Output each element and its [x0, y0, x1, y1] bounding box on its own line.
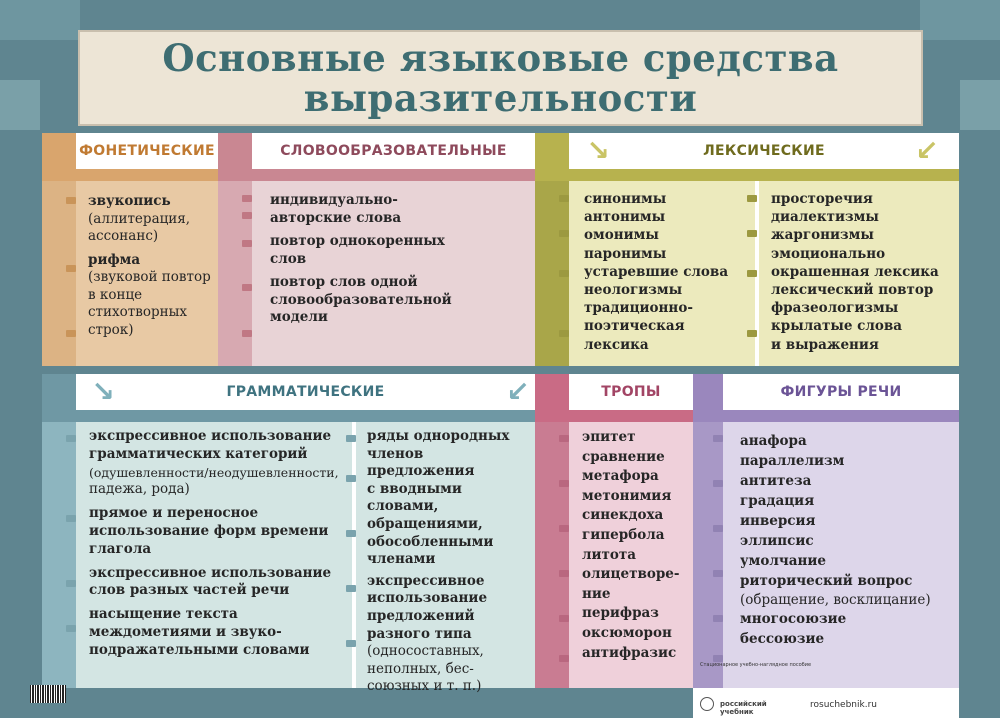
word-formation-line: слов	[270, 250, 307, 267]
publisher-logo-icon	[700, 697, 714, 711]
dash-marker	[559, 330, 569, 337]
grammatical-line: насыщение текста	[89, 606, 238, 623]
grammatical-line: ряды однородных	[367, 428, 510, 444]
dash-marker	[66, 435, 76, 442]
figure-term: эллипсис	[740, 533, 814, 549]
arrow-down-left-icon: ↙	[506, 375, 530, 408]
figure-term: многосоюзие	[740, 611, 847, 627]
lexical-bar	[535, 169, 959, 181]
dash-marker	[559, 435, 569, 442]
lexical-term: устаревшие слова	[584, 263, 729, 280]
phonetic-header: ФОНЕТИЧЕСКИЕ	[76, 133, 218, 169]
phonetic-panel-left-strip	[42, 181, 76, 366]
bg-band-right-top	[920, 0, 1000, 40]
tropes-header-strip	[535, 374, 569, 410]
dash-marker	[559, 570, 569, 577]
lexical-col2	[771, 190, 957, 354]
word-formation-line: повтор однокоренных	[270, 233, 445, 249]
word-formation-line: словообразовательной	[270, 291, 452, 308]
lexical-term: паронимы	[584, 245, 667, 262]
trope-term: оксюморон	[582, 624, 672, 641]
figures-bar	[693, 410, 959, 422]
grammatical-panel-left-strip	[42, 422, 76, 688]
grammatical-line: разного типа	[367, 625, 472, 642]
lexical-term: и выражения	[771, 336, 879, 353]
dash-marker	[242, 284, 252, 291]
phonetic-content	[88, 193, 216, 339]
grammatical-header: ГРАММАТИЧЕСКИЕ	[76, 374, 535, 410]
lexical-term: неологизмы	[584, 282, 683, 299]
dash-marker	[66, 580, 76, 587]
grammatical-line: прямое и переносное	[89, 505, 259, 522]
figure-term: бессоюзие	[740, 631, 825, 647]
trope-term: синекдоха	[582, 507, 664, 524]
tropes-panel-left-strip	[535, 422, 569, 688]
dash-marker	[559, 230, 569, 237]
figures-header-strip	[693, 374, 723, 410]
lexical-term: антонимы	[584, 209, 666, 226]
arrow-down-left-icon: ↙	[915, 134, 939, 167]
phonetic-bar	[42, 169, 218, 181]
grammatical-header-strip-left	[42, 374, 76, 410]
trope-term: метафора	[582, 468, 659, 485]
grammatical-note: неполных, бес-	[367, 660, 474, 677]
tropes-content	[582, 428, 692, 663]
lexical-col1	[584, 190, 754, 354]
figure-term: анафора	[740, 433, 807, 449]
grammatical-bar	[42, 410, 535, 422]
trope-term: литота	[582, 546, 637, 563]
dash-marker	[66, 197, 76, 204]
lexical-term: лексический повтор	[771, 282, 934, 299]
footer-series: Стационарное учебно-наглядное пособие	[700, 662, 812, 668]
phonetic-item-note: строк)	[88, 321, 134, 338]
phonetic-item-title: рифма	[88, 251, 141, 268]
dash-marker	[242, 212, 252, 219]
bg-band-right-mid	[960, 80, 1000, 130]
grammatical-line: экспрессивное	[367, 572, 485, 589]
word-formation-line: модели	[270, 309, 328, 325]
grammatical-line: предложений	[367, 607, 475, 624]
grammatical-note: падежа, рода)	[89, 481, 190, 498]
phonetic-item-note: (аллитерация,	[88, 210, 191, 227]
phonetic-header-strip	[42, 133, 76, 169]
dash-marker	[559, 655, 569, 662]
grammatical-line: глагола	[89, 540, 152, 557]
lexical-term: синонимы	[584, 191, 667, 207]
trope-term: олицетворе-	[582, 566, 680, 583]
lexical-term: окрашенная лексика	[771, 263, 939, 280]
lexical-term: традиционно-	[584, 300, 693, 317]
word-formation-header-strip	[218, 133, 252, 169]
grammatical-line: слов разных частей речи	[89, 582, 290, 599]
figure-term: умолчание	[740, 553, 827, 569]
dash-marker	[242, 330, 252, 337]
figures-content	[740, 431, 956, 649]
dash-marker	[559, 270, 569, 277]
tropes-bar	[535, 410, 693, 422]
word-formation-line: повтор слов одной	[270, 274, 418, 290]
word-formation-bar	[218, 169, 535, 181]
phonetic-item-title: звукопись	[88, 193, 171, 209]
figures-panel-left-strip	[693, 422, 723, 688]
figure-term: риторический вопрос	[740, 573, 913, 589]
grammatical-line: подражательными словами	[89, 641, 310, 658]
trope-term: ние	[582, 585, 611, 602]
word-formation-header: СЛОВООБРАЗОВАТЕЛЬНЫЕ	[252, 133, 535, 169]
grammatical-note: (односоставных,	[367, 643, 484, 660]
figure-term: параллелизм	[740, 453, 845, 469]
word-formation-panel-left-strip	[218, 181, 252, 366]
dash-marker	[242, 240, 252, 247]
dash-marker	[713, 435, 723, 442]
lexical-header-strip	[535, 133, 569, 169]
tropes-header: ТРОПЫ	[569, 374, 693, 410]
dash-marker	[66, 515, 76, 522]
bg-band-left-top	[0, 0, 80, 40]
dash-marker	[559, 525, 569, 532]
footer-publisher: российский учебник	[720, 700, 767, 716]
phonetic-item-note: в конце	[88, 286, 143, 303]
trope-term: антифразис	[582, 644, 677, 661]
grammatical-line: использование	[367, 590, 488, 607]
dash-marker	[66, 265, 76, 272]
trope-term: метонимия	[582, 487, 672, 504]
barcode-icon	[30, 685, 66, 703]
figure-term: инверсия	[740, 513, 816, 529]
grammatical-line: обособленными	[367, 533, 494, 550]
grammatical-line: членов предложения	[367, 445, 475, 480]
lexical-term: крылатые слова	[771, 318, 903, 335]
title-box	[78, 30, 923, 126]
grammatical-line: использование форм времени	[89, 522, 329, 539]
grammatical-line: членами	[367, 551, 436, 568]
title-line-1: Основные языковые средства	[162, 36, 839, 80]
grammatical-line: грамматических категорий	[89, 445, 308, 462]
footer-site[interactable]: rosuchebnik.ru	[810, 700, 877, 710]
trope-term: сравнение	[582, 448, 665, 465]
grammatical-col2	[367, 428, 535, 696]
lexical-term: поэтическая	[584, 318, 685, 335]
dash-marker	[713, 655, 723, 662]
phonetic-item-note: ассонанс)	[88, 228, 159, 244]
bg-band-left-mid	[0, 80, 40, 130]
dash-marker	[66, 625, 76, 632]
dash-marker	[713, 525, 723, 532]
grammatical-divider	[352, 422, 356, 688]
grammatical-note: (одушевленности/неодушевленности,	[89, 464, 339, 480]
phonetic-item-note: (звуковой повтор	[88, 269, 211, 285]
lexical-term: жаргонизмы	[771, 227, 874, 244]
lexical-term: эмоционально	[771, 245, 886, 262]
arrow-down-right-icon: ↘	[91, 375, 115, 408]
lexical-term: просторечия	[771, 191, 873, 207]
lexical-header: ЛЕКСИЧЕСКИЕ	[569, 133, 959, 169]
lexical-term: диалектизмы	[771, 209, 879, 226]
trope-term: эпитет	[582, 429, 636, 445]
grammatical-note: союзных и т. п.)	[367, 678, 482, 695]
lexical-term: лексика	[584, 336, 649, 353]
grammatical-col1	[89, 428, 351, 660]
trope-term: гипербола	[582, 526, 665, 543]
grammatical-line: экспрессивное использование	[89, 564, 332, 581]
dash-marker	[713, 570, 723, 577]
arrow-down-right-icon: ↘	[586, 134, 610, 167]
grammatical-line: междометиями и звуко-	[89, 623, 282, 640]
figures-header: ФИГУРЫ РЕЧИ	[723, 374, 959, 410]
title-line-2: выразительности	[303, 76, 698, 120]
dash-marker	[559, 615, 569, 622]
word-formation-content	[270, 192, 530, 327]
figure-term: антитеза	[740, 473, 812, 489]
word-formation-line: индивидуально-	[270, 192, 398, 208]
dash-marker	[559, 195, 569, 202]
dash-marker	[713, 615, 723, 622]
grammatical-line: с вводными словами,	[367, 480, 462, 515]
lexical-term: фразеологизмы	[771, 300, 899, 317]
figure-term: градация	[740, 493, 815, 509]
dash-marker	[66, 330, 76, 337]
dash-marker	[559, 480, 569, 487]
lexical-term: омонимы	[584, 227, 659, 244]
dash-marker	[713, 480, 723, 487]
trope-term: перифраз	[582, 605, 659, 622]
dash-marker	[242, 195, 252, 202]
phonetic-item-note: стихотворных	[88, 304, 187, 320]
figure-note: (обращение, восклицание)	[740, 592, 931, 608]
grammatical-line: обращениями,	[367, 515, 483, 532]
word-formation-line: авторские слова	[270, 209, 402, 226]
grammatical-line: экспрессивное использование	[89, 428, 332, 444]
